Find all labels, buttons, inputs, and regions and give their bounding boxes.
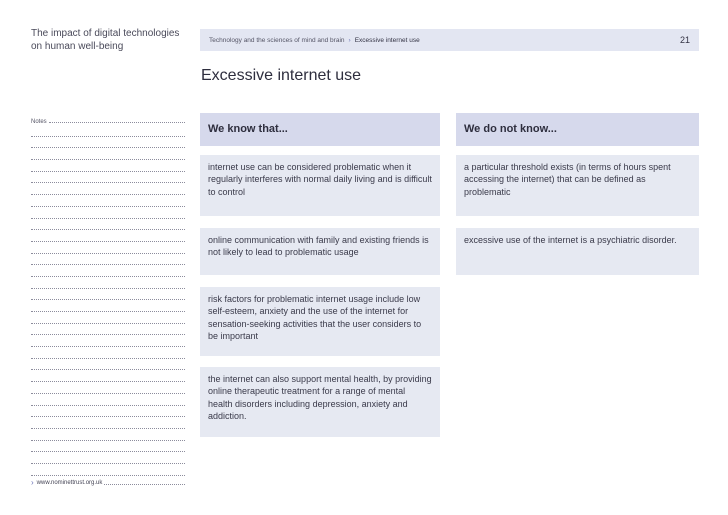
notes-line — [49, 122, 185, 123]
notes-line — [31, 359, 185, 371]
notes-line — [31, 254, 185, 266]
notes-line — [31, 289, 185, 301]
dont-know-card: a particular threshold exists (in terms of hours spent accessing the internet) that can be defined as problematic — [456, 155, 699, 216]
notes-line — [31, 137, 185, 149]
notes-line — [31, 406, 185, 418]
notes-line — [31, 148, 185, 160]
notes-line — [31, 324, 185, 336]
notes-line — [31, 417, 185, 429]
document-title: The impact of digital technologies on human well-being — [31, 28, 180, 52]
notes-line — [31, 160, 185, 172]
notes-label: Notes — [31, 119, 47, 125]
notes-line — [31, 207, 185, 219]
footer-link[interactable]: www.nominettrust.org.uk — [36, 480, 103, 486]
notes-line — [31, 335, 185, 347]
know-card: internet use can be considered problematic when it regularly interferes with normal daily living and is difficult to control — [200, 155, 440, 216]
notes-line — [31, 300, 185, 312]
notes-line — [31, 347, 185, 359]
notes-line — [31, 183, 185, 195]
dont-know-card: excessive use of the internet is a psychiatric disorder. — [456, 228, 699, 275]
breadcrumb-separator-icon: › — [348, 36, 351, 44]
breadcrumb-current: Excessive internet use — [354, 36, 420, 44]
notes-line — [31, 195, 185, 207]
notes-line — [31, 452, 185, 464]
notes-line — [31, 172, 185, 184]
know-card: the internet can also support mental health, by providing online therapeutic treatment for a range of mental health disorders including depression, anxiety and addiction. — [200, 367, 440, 437]
notes-line — [31, 265, 185, 277]
notes-line — [31, 382, 185, 394]
breadcrumb-parent[interactable]: Technology and the sciences of mind and brain — [209, 36, 345, 44]
notes-line — [31, 464, 185, 476]
notes-line — [31, 441, 185, 453]
notes-line — [31, 370, 185, 382]
section-title: Excessive internet use — [201, 67, 362, 84]
notes-line — [31, 125, 185, 137]
we-know-heading: We know that... — [200, 113, 440, 146]
footer-dotted-line — [104, 484, 185, 485]
notes-line — [31, 242, 185, 254]
footer-link-row — [31, 479, 185, 486]
notes-line — [31, 277, 185, 289]
notes-line — [31, 312, 185, 324]
notes-line — [31, 429, 185, 441]
page-number: 21 — [679, 35, 690, 45]
know-card: risk factors for problematic internet usage include low self-esteem, anxiety and the use of the internet for sensation-seeking activities that the user considers to be important — [200, 287, 440, 356]
know-card: online communication with family and existing friends is not likely to lead to problematic usage — [200, 228, 440, 275]
notes-line — [31, 230, 185, 242]
arrow-right-icon: › — [31, 478, 34, 487]
notes-line — [31, 219, 185, 231]
notes-area — [31, 114, 185, 476]
header-bar — [200, 29, 699, 51]
we-do-not-know-heading: We do not know... — [456, 113, 699, 146]
notes-line — [31, 394, 185, 406]
